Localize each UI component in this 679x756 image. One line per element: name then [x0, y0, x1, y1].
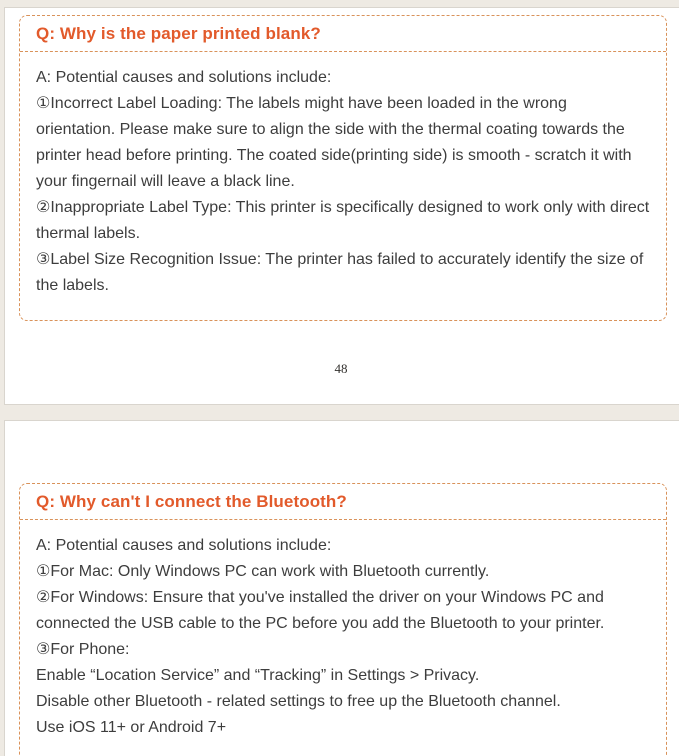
faq-answer-intro: A: Potential causes and solutions include:: [36, 537, 332, 554]
faq-answer-item-3: ③For Phone:: [36, 641, 130, 658]
faq-answer-item-4: Enable “Location Service” and “Tracking” in Settings > Privacy.: [36, 667, 480, 684]
faq-answer-intro: A: Potential causes and solutions include:: [36, 69, 332, 86]
page-number: 48: [334, 361, 348, 376]
faq-box-bluetooth-connect: [19, 483, 667, 756]
faq-question-title: Q: Why is the paper printed blank?: [36, 23, 321, 43]
faq-answer-item-1: ①For Mac: Only Windows PC can work with Bluetooth currently.: [36, 563, 490, 580]
faq-question-header: [20, 484, 666, 520]
faq-answer-item-3: ③Label Size Recognition Issue: The printer has failed to accurately identify the size of the labels.: [36, 251, 644, 294]
manual-page-next: [4, 420, 679, 756]
faq-answer-item-6: Use iOS 11+ or Android 7+: [36, 719, 227, 736]
manual-page-48: [4, 7, 679, 405]
faq-answer-item-2: ②For Windows: Ensure that you've installed the driver on your Windows PC and connected the USB cable to the PC before you add the Bluetooth to your printer.: [36, 589, 605, 632]
faq-box-paper-printed-blank: [19, 15, 667, 321]
faq-answer-item-1: ①Incorrect Label Loading: The labels might have been loaded in the wrong orientation. Please make sure to align the side with the thermal coating towards the printer head before printing. The coated side(printing side) is smooth - scratch it with your fingernail will leave a black line.: [36, 95, 632, 190]
faq-answer-body: [20, 520, 666, 741]
faq-question-title: Q: Why can't I connect the Bluetooth?: [36, 491, 347, 511]
faq-answer-item-5: Disable other Bluetooth - related settings to free up the Bluetooth channel.: [36, 693, 561, 710]
faq-answer-item-2: ②Inappropriate Label Type: This printer is specifically designed to work only with direct thermal labels.: [36, 199, 650, 242]
faq-question-header: [20, 16, 666, 52]
faq-answer-body: [20, 52, 666, 299]
